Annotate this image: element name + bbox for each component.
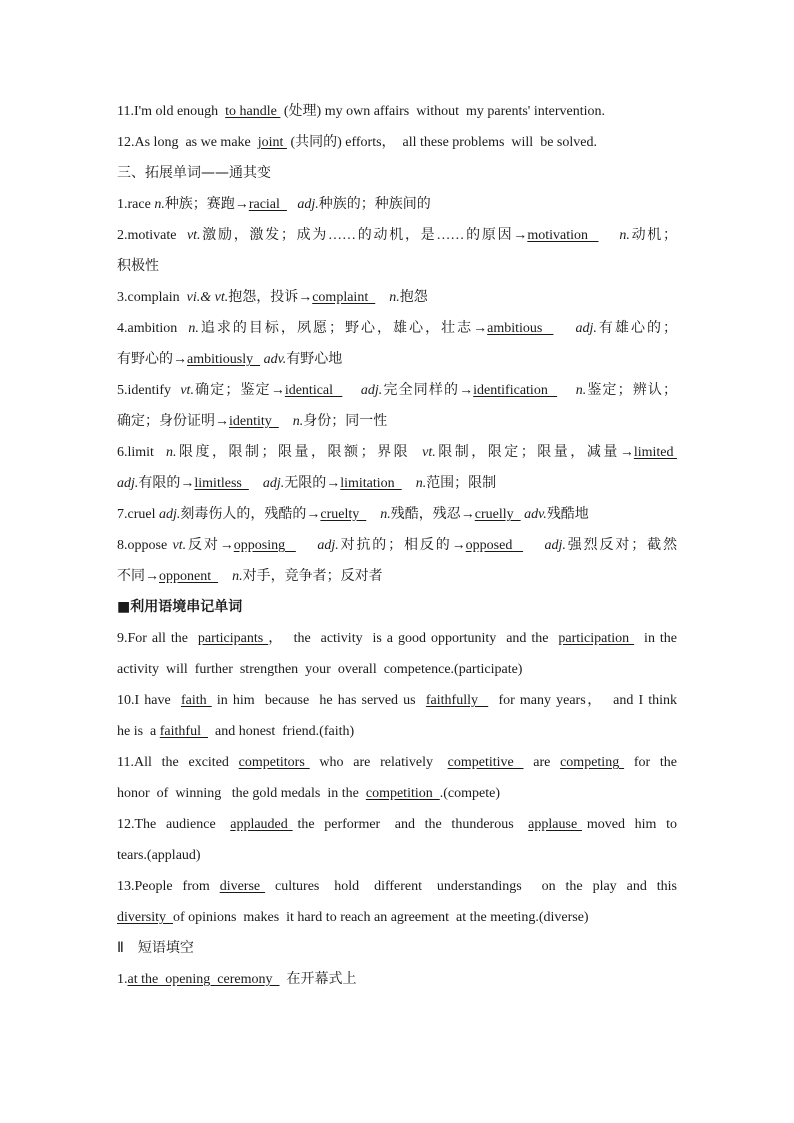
text-run: 范围；限制 <box>426 476 497 491</box>
text-run <box>279 414 293 429</box>
answer-blank: motivation <box>527 228 599 243</box>
text-run: 有野心地 <box>286 352 343 367</box>
text-run: 残酷地 <box>546 507 589 522</box>
text-run: 11.I'm old enough <box>117 104 226 119</box>
text-run <box>366 507 380 522</box>
text-line <box>117 561 677 592</box>
text-run: 限制，限定；限量，减量→ <box>435 445 634 460</box>
answer-blank: racial <box>248 197 287 212</box>
text-run: (处理) my own affairs without my parents' intervention. <box>280 104 605 119</box>
text-run: and honest friend.(faith) <box>207 724 355 739</box>
text-run: are <box>523 755 561 770</box>
part-of-speech: n. <box>575 383 587 398</box>
text-run: 种族；赛跑→ <box>164 197 249 212</box>
answer-blank: limitation <box>340 476 402 491</box>
text-line <box>117 809 677 840</box>
text-run: 13.People from <box>117 879 220 894</box>
text-run: 有野心的→ <box>117 352 187 367</box>
text-run: 残酷，残忍→ <box>390 507 475 522</box>
subsection-heading <box>117 592 677 623</box>
part-of-speech: adv. <box>263 352 287 367</box>
answer-blank: identity <box>229 414 279 429</box>
text-run: 5.identify <box>117 383 181 398</box>
text-run: .(compete) <box>439 786 500 801</box>
text-line <box>117 437 677 468</box>
text-run: who are relatively <box>309 755 448 770</box>
text-run: 8.oppose <box>117 538 173 553</box>
text-run: honor of winning the gold medals in the <box>117 786 366 801</box>
text-run: 7.cruel <box>117 507 159 522</box>
text-run: 有限的→ <box>138 476 195 491</box>
text-run: (共同的) efforts， all these problems will be solved. <box>286 135 597 150</box>
text-line <box>117 871 677 902</box>
part-of-speech: n. <box>380 507 391 522</box>
text-run: 在开幕式上 <box>279 972 357 987</box>
part-of-speech: adj. <box>262 476 285 491</box>
text-run: moved him to <box>582 817 677 832</box>
text-line <box>117 685 677 716</box>
text-run: 限度，限制；限量，限额；界限 <box>176 445 423 460</box>
text-run: 反对→ <box>186 538 234 553</box>
answer-blank: ambitious <box>487 321 554 336</box>
part-of-speech: n. <box>292 414 304 429</box>
text-run: 无限的→ <box>284 476 341 491</box>
answer-blank: opposed <box>465 538 524 553</box>
text-run <box>342 383 361 398</box>
text-line <box>117 716 677 747</box>
text-line <box>117 251 677 282</box>
text-run: 不同→ <box>117 569 159 584</box>
part-of-speech: vi.& vt. <box>186 290 229 305</box>
text-run: 12.The audience <box>117 817 231 832</box>
text-run: 确定；鉴定→ <box>193 383 285 398</box>
text-run <box>553 321 575 336</box>
text-run: in the <box>634 631 678 646</box>
part-of-speech: adv. <box>524 507 547 522</box>
answer-blank: competitors <box>238 755 310 770</box>
answer-blank: diverse <box>219 879 266 894</box>
text-run <box>249 476 263 491</box>
text-run: activity will further strengthen your overall competence.(participate) <box>117 662 523 677</box>
text-run: ■利用语境串记单词 <box>117 599 243 615</box>
text-line <box>117 840 677 871</box>
text-run: 追求的目标，夙愿；野心，雄心，壮志→ <box>198 321 488 336</box>
text-run: Ⅱ 短语填空 <box>117 940 194 956</box>
answer-blank: joint <box>257 135 287 150</box>
text-run: 强烈反对；截然 <box>565 538 678 553</box>
answer-blank: ambitiously <box>187 352 261 367</box>
text-line <box>117 96 677 127</box>
part-of-speech: n. <box>188 321 199 336</box>
text-run: 有雄心的； <box>596 321 677 336</box>
answer-blank: opponent <box>159 569 219 584</box>
part-of-speech: adj. <box>117 476 139 491</box>
text-line <box>117 623 677 654</box>
answer-blank: competing <box>560 755 625 770</box>
text-run <box>287 197 298 212</box>
text-line <box>117 220 677 251</box>
text-run: 抱怨，投诉→ <box>228 290 313 305</box>
part-of-speech: n. <box>619 228 630 243</box>
answer-blank: participation <box>558 631 635 646</box>
text-run: for many years， and I think <box>488 693 678 708</box>
answer-blank: cruelty <box>320 507 367 522</box>
answer-blank: at the opening ceremony <box>127 972 280 987</box>
part-of-speech: adj. <box>158 507 181 522</box>
text-run <box>375 290 389 305</box>
text-line <box>117 530 677 561</box>
part-of-speech: n. <box>232 569 243 584</box>
text-run: tears.(applaud) <box>117 848 201 863</box>
text-run <box>218 569 232 584</box>
text-line <box>117 654 677 685</box>
text-run: in him because he has served us <box>211 693 426 708</box>
part-of-speech: adj. <box>317 538 339 553</box>
answer-blank: faith <box>180 693 212 708</box>
text-line <box>117 747 677 778</box>
answer-blank: applauded <box>230 817 293 832</box>
text-line <box>117 964 677 995</box>
text-run: 积极性 <box>117 259 159 274</box>
text-line <box>117 282 677 313</box>
answer-blank: participants <box>197 631 269 646</box>
text-line <box>117 344 677 375</box>
answer-blank: competitive <box>447 755 524 770</box>
text-run: 1.race <box>117 197 155 212</box>
text-run: he is a <box>117 724 160 739</box>
part-of-speech: vt. <box>186 228 201 243</box>
text-run: 激励，激发；成为……的动机，是……的原因→ <box>200 228 528 243</box>
answer-blank: applause <box>528 817 582 832</box>
part-of-speech: adj. <box>360 383 383 398</box>
text-run: 10.I have <box>117 693 181 708</box>
answer-blank: faithful <box>159 724 208 739</box>
part-of-speech: vt. <box>422 445 436 460</box>
text-run <box>296 538 317 553</box>
document-page <box>117 96 677 995</box>
text-run: the performer and the thunderous <box>292 817 529 832</box>
text-run: ， the activity is a good opportunity and the <box>268 631 559 646</box>
text-run: 12.As long as we make <box>117 135 258 150</box>
text-line <box>117 778 677 809</box>
text-run <box>598 228 619 243</box>
text-run: 3.complain <box>117 290 187 305</box>
part-of-speech: n. <box>165 445 177 460</box>
section-heading <box>117 933 677 964</box>
text-run: 三、拓展单词——通其变 <box>117 165 271 181</box>
text-line <box>117 902 677 933</box>
text-run: 1. <box>117 972 128 987</box>
text-run: 种族的；种族间的 <box>318 197 431 212</box>
text-line <box>117 499 677 530</box>
text-run: 抱怨 <box>399 290 428 305</box>
text-line <box>117 468 677 499</box>
part-of-speech: vt. <box>172 538 187 553</box>
answer-blank: cruelly <box>474 507 521 522</box>
part-of-speech: adj. <box>297 197 319 212</box>
answer-blank: diversity <box>117 910 173 925</box>
part-of-speech: adj. <box>544 538 566 553</box>
text-run: 对手，竞争者；反对者 <box>242 569 383 584</box>
text-run: 确定；身份证明→ <box>117 414 229 429</box>
text-line <box>117 127 677 158</box>
text-run: 11.All the excited <box>117 755 239 770</box>
text-run: 9.For all the <box>117 631 198 646</box>
text-run: 鉴定；辨认； <box>586 383 678 398</box>
text-run <box>523 538 544 553</box>
text-line <box>117 313 677 344</box>
text-run: 6.limit <box>117 445 166 460</box>
text-line <box>117 406 677 437</box>
answer-blank: limited <box>633 445 678 460</box>
text-run: 对抗的；相反的→ <box>338 538 466 553</box>
answer-blank: identical <box>284 383 343 398</box>
answer-blank: to handle <box>225 104 281 119</box>
text-line <box>117 189 677 220</box>
answer-blank: identification <box>473 383 558 398</box>
part-of-speech: n. <box>415 476 427 491</box>
text-run <box>402 476 416 491</box>
text-run: 2.motivate <box>117 228 187 243</box>
text-run: 身份；同一性 <box>303 414 388 429</box>
part-of-speech: n. <box>389 290 400 305</box>
text-run: for the <box>624 755 678 770</box>
text-run: 4.ambition <box>117 321 189 336</box>
text-run: 动机； <box>629 228 678 243</box>
part-of-speech: vt. <box>180 383 194 398</box>
text-run <box>557 383 576 398</box>
answer-blank: limitless <box>194 476 249 491</box>
part-of-speech: n. <box>154 197 165 212</box>
answer-blank: competition <box>365 786 440 801</box>
answer-blank: faithfully <box>425 693 489 708</box>
text-run: cultures hold different understandings on the play and this <box>265 879 677 894</box>
part-of-speech: adj. <box>575 321 597 336</box>
text-run: of opinions makes it hard to reach an agreement at the meeting.(diverse) <box>173 910 589 925</box>
answer-blank: complaint <box>312 290 376 305</box>
answer-blank: opposing <box>233 538 296 553</box>
section-heading <box>117 158 677 189</box>
text-run: 刻毒伤人的，残酷的→ <box>180 507 321 522</box>
text-line <box>117 375 677 406</box>
text-run: 完全同样的→ <box>382 383 474 398</box>
